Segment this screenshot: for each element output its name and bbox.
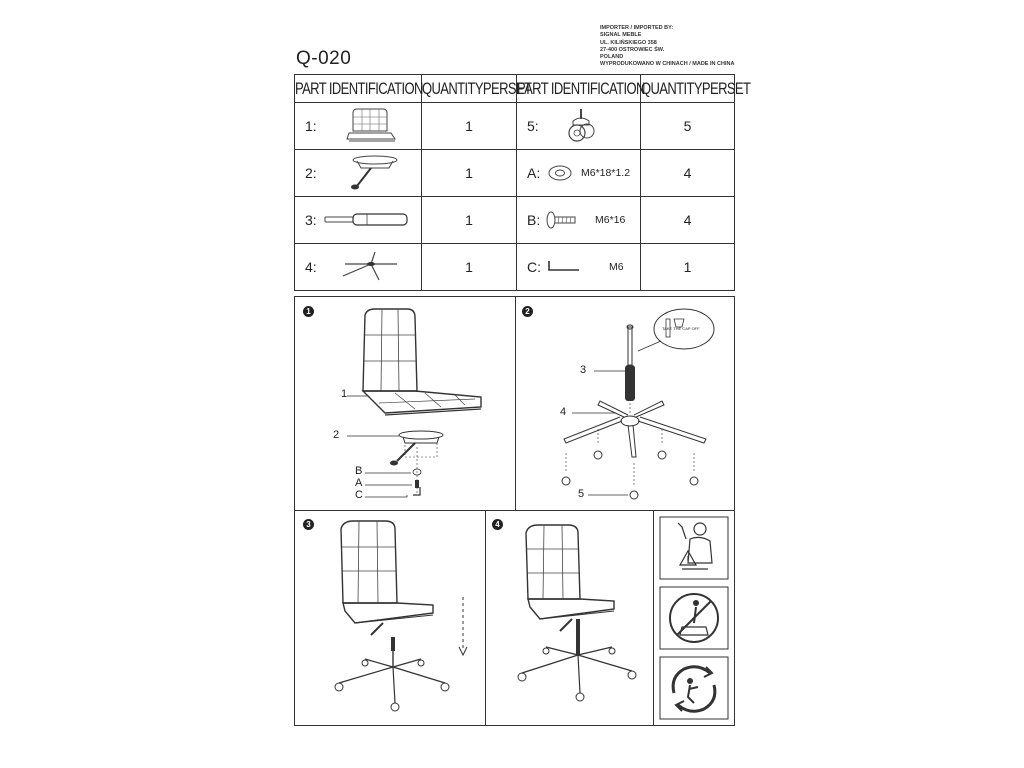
importer-info bbox=[600, 25, 734, 69]
importer-line: UL. KILIŃSKIEGO 358 bbox=[600, 39, 657, 46]
step-number: 2 bbox=[522, 306, 533, 317]
no-kneeling-warning-icon bbox=[660, 517, 728, 579]
part-qty: 1 bbox=[641, 244, 735, 291]
table-row bbox=[295, 150, 735, 197]
importer-line: POLAND bbox=[600, 54, 624, 61]
part-id: 3: bbox=[305, 212, 317, 228]
step-4-panel bbox=[486, 511, 654, 725]
table-row bbox=[295, 244, 735, 291]
table-row bbox=[295, 103, 735, 150]
importer-line: WYPRODUKOWANO W CHINACH / MADE IN CHINA bbox=[600, 61, 735, 68]
callout-label: A bbox=[355, 477, 363, 489]
recycle-icon bbox=[660, 657, 728, 719]
no-standing-icon bbox=[660, 587, 728, 649]
step-number: 3 bbox=[303, 519, 314, 530]
part-qty: 4 bbox=[641, 197, 735, 244]
callout-label: 3 bbox=[580, 364, 587, 376]
part-qty: 4 bbox=[641, 150, 735, 197]
gas-lift-icon bbox=[323, 211, 413, 229]
part-spec: M6*18*1.2 bbox=[581, 167, 631, 179]
part-qty: 1 bbox=[422, 150, 517, 197]
part-id: 4: bbox=[305, 259, 317, 275]
assembly-steps bbox=[294, 296, 735, 726]
part-qty: 1 bbox=[422, 103, 517, 150]
star-base-icon bbox=[331, 250, 411, 284]
model-number: Q-020 bbox=[296, 48, 352, 69]
callout-label: 1 bbox=[341, 388, 348, 400]
chair-assembly-diagram bbox=[295, 511, 486, 725]
callout-label: C bbox=[355, 489, 363, 501]
part-id: 1: bbox=[305, 118, 317, 134]
part-id: 5: bbox=[527, 118, 539, 134]
part-id: A: bbox=[527, 165, 541, 181]
base-diagram bbox=[516, 297, 735, 511]
step-number: 4 bbox=[492, 519, 503, 530]
step-number: 1 bbox=[303, 306, 314, 317]
callout-label: 4 bbox=[560, 406, 567, 418]
finished-chair-diagram bbox=[486, 511, 654, 725]
part-qty: 5 bbox=[641, 103, 735, 150]
importer-line: IMPORTER / IMPORTED BY: bbox=[600, 25, 674, 31]
part-id: C: bbox=[527, 259, 541, 275]
step-3-panel bbox=[295, 511, 486, 725]
importer-line: SIGNAL MEBLE bbox=[600, 32, 642, 39]
callout-label: B bbox=[355, 465, 363, 477]
col-header-qty: QUANTITYPERSET bbox=[641, 75, 735, 103]
allen-key-icon bbox=[545, 258, 585, 276]
part-qty: 1 bbox=[422, 244, 517, 291]
washer-icon bbox=[545, 162, 575, 184]
col-header-part: PART IDENTIFICATION bbox=[295, 75, 422, 103]
part-spec: M6*16 bbox=[595, 214, 626, 226]
part-qty: 1 bbox=[422, 197, 517, 244]
col-header-part: PART IDENTIFICATION bbox=[517, 75, 641, 103]
caster-icon bbox=[561, 107, 601, 147]
col-header-qty: QUANTITYPERSET bbox=[422, 75, 517, 103]
warnings-panel bbox=[654, 511, 734, 725]
mechanism-icon bbox=[343, 154, 403, 192]
part-spec: M6 bbox=[609, 261, 624, 273]
seat-diagram bbox=[295, 297, 516, 511]
seat-icon bbox=[343, 107, 403, 147]
step-2-panel bbox=[516, 297, 735, 511]
step-1-panel bbox=[295, 297, 516, 511]
bolt-icon bbox=[545, 209, 579, 231]
cap-note: TAKE THE CAP OFF bbox=[662, 326, 700, 331]
callout-label: 2 bbox=[333, 429, 340, 441]
table-row bbox=[295, 197, 735, 244]
part-id: 2: bbox=[305, 165, 317, 181]
parts-table bbox=[294, 74, 751, 291]
part-id: B: bbox=[527, 212, 541, 228]
importer-line: 27-400 OSTROWIEC ŚW. bbox=[600, 46, 665, 53]
callout-label: 5 bbox=[578, 488, 585, 500]
